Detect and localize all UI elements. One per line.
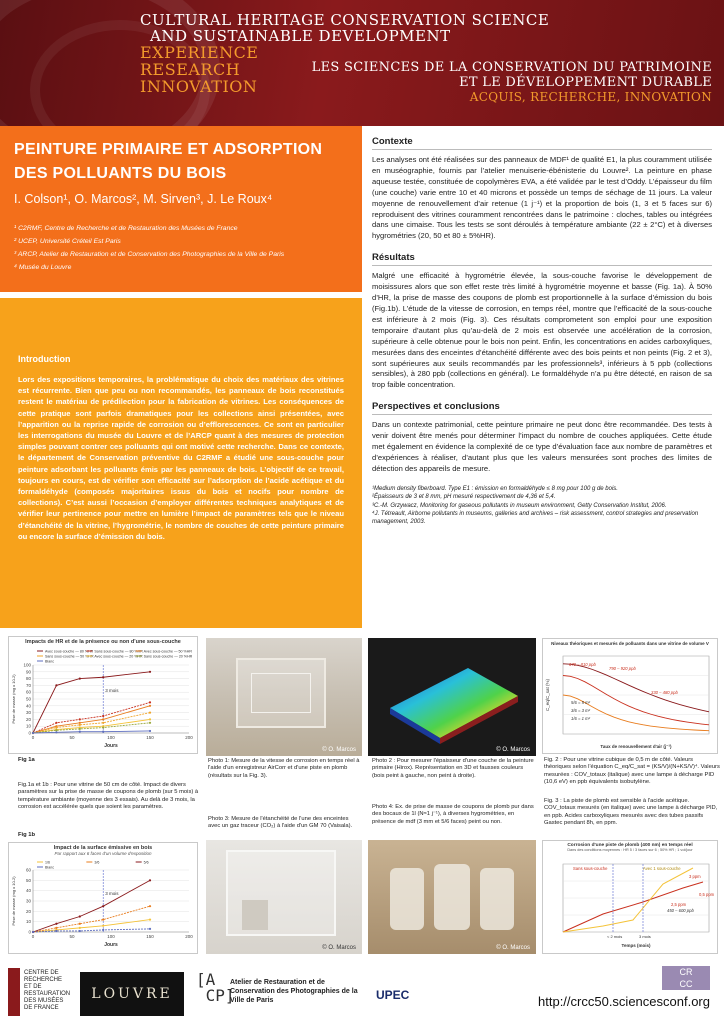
- chart-title: Corrosion d'une piste de plomb (400 nm) en temps réel: [567, 843, 693, 848]
- y-tick-label: 30: [25, 710, 31, 716]
- data-point: [149, 712, 151, 714]
- x-tick-label: 50: [69, 735, 75, 740]
- y-tick-label: 90: [25, 669, 31, 675]
- section-heading: Perspectives et conclusions: [372, 401, 712, 415]
- chart-fig1a: [8, 636, 198, 754]
- series-line: [33, 713, 150, 733]
- photo-credit: © O. Marcos: [496, 747, 530, 753]
- chart-svg: [9, 645, 197, 749]
- data-point: [79, 722, 81, 724]
- photo-caption: Photo 2 : Pour mesurer l'épaisseur d'une couche de la peinture primaire (Hirox). Représentation en 3D et fausses couleurs (bois peint à gauche, non peint à droite).: [372, 758, 534, 779]
- affiliation: ³ ARCP, Atelier de Restauration et de Conservation des Photographies de la Ville de Paris: [14, 251, 285, 258]
- vitrine-inner: [251, 673, 311, 713]
- marker-label: 3 mois: [105, 890, 119, 896]
- y-tick-label: 30: [25, 898, 31, 904]
- section-text: Lors des expositions temporaires, la problématique du choix des matériaux des vitrines est récurrente. Bien que peu ou non recommandés, les panneaux de bois reconstitués restent le matériau de prédilection pour la fabrication de vitrines. Les conséquences de cette pratique sont parfois dramatiques pour les collections ainsi présentées, avec l’apparition ou la reprise rapide de corrosion ou d’efflorescences. Ce sont en particulier les interrogations du musée du Louvre et de l’ARCP quant à des mesures de protection simples pouvant contrer ces polluants qui ont motivé cette recherche. Dans ce contexte, le département de Conservation préventive du C2RMF a étudié une sous-couche pour peinture adsorbant les polluants émis par les panneaux de bois. L’objectif de ce travail, toujours en cours, est de vérifier son efficacité sur l’adsorption de l’acide acétique et du formaldéhyde (composés majoritaires issus du bois et nocifs pour nombre de collections). C’est aussi l’occasion d’employer différentes techniques analytiques et de vérifier leur pertinence pour mettre en lumière l’impact de paramètres tels que le niveau d’étanchéité de la vitrine, l’hygrométrie, le nombre de couches de cette peinture primaire ou encore la surface d’émission du bois.: [18, 375, 344, 541]
- y-tick-label: 20: [25, 716, 31, 722]
- chart-fig2: [542, 638, 718, 754]
- data-point: [79, 923, 81, 925]
- photo-caption: Photo 4: Ex. de prise de masse de coupons de plomb pur dans des bocaux de 1l (N≈1 j⁻¹), à diverses hygrométries, en présence de mdf (3 mm et 5/6 faces) peint ou non.: [372, 804, 534, 825]
- x-tick-label: 50: [69, 934, 75, 939]
- y-axis-label: Prise de masse (mg x 10-2): [11, 876, 16, 926]
- legend-label: Sans sous-couche — 20 %HR: [143, 654, 193, 659]
- data-point: [149, 722, 151, 724]
- x-tick-label: 0: [31, 934, 35, 939]
- poster-header: [0, 0, 724, 126]
- value-label: 1/6 = 1 m²: [571, 716, 590, 721]
- y-tick-label: 50: [25, 877, 31, 883]
- photo-credit: © O. Marcos: [322, 747, 356, 753]
- chart-title: Impacts de HR et de la présence ou non d'une sous-couche: [25, 639, 181, 645]
- y-tick-label: 10: [25, 919, 31, 925]
- figure-caption: Fig.1a et 1b : Pour une vitrine de 50 cm de côté. Impact de divers paramètres sur la prise de masse de coupons de plomb (sur 5 mois) à température ambiante (moyenne des 3 essais). Au delà de 3 mois, la corrosion est accélérée quels que soient les paramètres.: [18, 782, 199, 811]
- data-point: [149, 928, 151, 930]
- header-line: AND SUSTAINABLE DEVELOPMENT: [150, 27, 451, 45]
- crcc-logo: CR CC: [662, 966, 710, 990]
- data-point: [79, 724, 81, 726]
- legend-label: Sans sous-couche — 50 %HR: [45, 654, 94, 659]
- reference: ²Épaisseurs de 3 et 8 mm, pH mesuré respectivement de 4,36 et 5,4.: [372, 494, 556, 501]
- x-axis-label: Temps (mois): [621, 943, 651, 948]
- data-point: [102, 718, 104, 720]
- data-point: [149, 879, 151, 881]
- perspectives-section: [372, 401, 712, 475]
- value-label: 330 – 480 ppb: [651, 690, 678, 695]
- poster-title: [14, 138, 348, 186]
- data-point: [55, 731, 57, 733]
- device-shape: [242, 900, 268, 930]
- chart-title: Niveaux théoriques et mesurés de polluants dans une vitrine de volume V: [551, 641, 709, 646]
- legend-label: Sans sous-couche — 80 %HR: [94, 649, 143, 654]
- contexte-section: [372, 136, 712, 242]
- data-point: [55, 729, 57, 731]
- figures-area: [0, 636, 724, 956]
- series-line: [33, 731, 150, 733]
- value-label: 3 ppm: [689, 874, 701, 879]
- y-tick-label: 100: [23, 662, 31, 668]
- series-line: [563, 882, 703, 932]
- data-point: [149, 919, 151, 921]
- figure-caption: Fig. 3 : La piste de plomb est sensible à l'acide acétique. COV_totaux mesurés (en italique) avec une lampe à décharge PID, en ppb. Acides carboxyliques mesurés avec des tubes passifs Gastec pendant 8h, en ppm.: [544, 798, 718, 827]
- data-point: [55, 927, 57, 929]
- x-axis-label: Taux de renouvellement d'air (j⁻¹): [600, 744, 672, 749]
- marker-label: 3 mois: [105, 688, 119, 694]
- data-point: [149, 701, 151, 703]
- data-point: [55, 726, 57, 728]
- figure-label: Fig 1a: [18, 757, 35, 763]
- y-tick-label: 0: [28, 929, 31, 935]
- c2rmf-logo-bar: [8, 968, 20, 1016]
- photo-credit: © O. Marcos: [496, 945, 530, 951]
- photo-caption: Photo 3: Mesure de l'étanchéité de l'une des enceintes avec un gaz traceur (CO₂) à l'aide d'un GM 70 (Vaisala).: [208, 816, 353, 830]
- data-point: [102, 722, 104, 724]
- chart-svg: [543, 646, 717, 752]
- data-point: [149, 730, 151, 732]
- data-point: [149, 905, 151, 907]
- legend-label: Blanc: [45, 659, 54, 664]
- y-tick-label: 40: [25, 703, 31, 709]
- x-tick-label: 0: [31, 735, 35, 740]
- photo-4: [368, 840, 536, 954]
- jar-shape: [434, 864, 470, 930]
- legend-label: Avec sous-couche — 50 %HR: [143, 649, 192, 654]
- chart-svg: [543, 852, 717, 950]
- value-label: 670 – 810 ppb: [569, 662, 596, 667]
- data-point: [102, 925, 104, 927]
- series-line: [33, 880, 150, 932]
- upec-logo: UPEC: [376, 988, 410, 1002]
- y-tick-label: 20: [25, 908, 31, 914]
- x-axis-label: Jours: [104, 942, 118, 948]
- data-point: [149, 705, 151, 707]
- chart-subtitle: Dans des conditions moyennes : HR 5 / 3 faces sur 6 ; 50% HR ; 1 vol/jour: [567, 848, 693, 852]
- photo-3: [206, 840, 362, 954]
- chart-fig3: [542, 840, 718, 954]
- value-label: 3/6 = 3 m²: [571, 708, 590, 713]
- data-point: [102, 905, 104, 907]
- figure-label: Fig 1b: [18, 832, 36, 838]
- x-tick-label: 100: [107, 934, 115, 939]
- header-orange: RESEARCH: [140, 60, 241, 79]
- reference: ¹Medium density fiberboard. Type E1 : émission en formaldéhyde ≤ 8 mg pour 100 g de bois.: [372, 485, 618, 492]
- data-point: [32, 931, 34, 933]
- conference-url[interactable]: http://crcc50.sciencesconf.org: [538, 994, 710, 1009]
- data-point: [149, 671, 151, 673]
- affiliation: ¹ C2RMF, Centre de Recherche et de Restauration des Musées de France: [14, 225, 238, 232]
- header-orange: ACQUIS, RECHERCHE, INNOVATION: [469, 90, 712, 104]
- data-point: [79, 678, 81, 680]
- conference-title-fr: [312, 60, 712, 105]
- value-label: 450 – 600 ppb: [667, 908, 694, 913]
- footer: [0, 958, 724, 1024]
- section-text: Dans un contexte patrimonial, cette peinture primaire ne peut donc être recommandée. Des tests à venir doivent être menés pour déterminer l’impact du nombre de couches appliquées. Cette étude met également en évidence la complexité de ce type d’évaluation face aux nombre de paramètres et d’expériences à réaliser, d’autant plus que les valeurs mensurées sont proches des limites de détection des appareils de mesure.: [372, 420, 712, 473]
- section-text: Les analyses ont été réalisées sur des panneaux de MDF¹ de qualité E1, la plus couramment utilisée en muséographie, fournis par l’atelier menuiserie-ébénisterie du Louvre². La peinture en phase aqueuse testée, constituée de copolymères EVA, a été validée par le test d’Oddy. L’épaisseur du film (une couche) varie entre 10 et 40 microns et possède un temps de séchage de 11 jours. La valeur moyenne de renouvellement d’air retenue (1 j⁻¹) et la proportion de bois (1, 3 et 5 faces sur 6) reproduisent des vitrines couramment rencontrées dans le patrimoine : cloches, tables ou intégrées dans une cimaise. Tous les tests se sont déroulés à température ambiante (22 ± 2°C) et à diverses hygrométries (20, 50 et 80 ± 5%HR).: [372, 155, 712, 241]
- legend-label: Avec sous-couche — 20 %HR: [94, 654, 143, 659]
- value-label: 0,5 ppm: [699, 892, 715, 897]
- data-point: [102, 676, 104, 678]
- photo-2: [368, 638, 536, 756]
- data-point: [79, 718, 81, 720]
- affiliations: [14, 222, 348, 274]
- legend-label: 3/6: [94, 860, 100, 865]
- references: [372, 485, 712, 527]
- data-point: [102, 726, 104, 728]
- data-point: [79, 731, 81, 733]
- section-heading: Résultats: [372, 252, 712, 266]
- title-line: DES POLLUANTS DU BOIS: [14, 165, 227, 182]
- data-point: [55, 930, 57, 932]
- x-tick-label: 200: [185, 934, 193, 939]
- data-point: [79, 915, 81, 917]
- y-tick-label: 70: [25, 682, 31, 688]
- data-point: [102, 919, 104, 921]
- jar-shape: [390, 868, 424, 930]
- y-tick-label: 60: [25, 867, 31, 873]
- y-tick-label: 0: [28, 730, 31, 736]
- resultats-section: [372, 252, 712, 391]
- header-line: ET LE DÉVELOPPEMENT DURABLE: [459, 75, 712, 90]
- data-point: [102, 731, 104, 733]
- photo-credit: © O. Marcos: [322, 945, 356, 951]
- surface-3d-image: [368, 638, 536, 756]
- legend-label: Avec sous-couche — 80 %HR: [45, 649, 94, 654]
- data-point: [55, 923, 57, 925]
- data-point: [32, 732, 34, 734]
- header-orange: INNOVATION: [140, 77, 258, 96]
- y-tick-label: 10: [25, 723, 31, 729]
- right-column: [372, 136, 712, 527]
- series-line: [33, 672, 150, 733]
- y-tick-label: 50: [25, 696, 31, 702]
- section-text: Malgré une efficacité à hygrométrie élevée, la sous-couche favorise le développement de moisissures alors que son effet reste très limité à hygrométrie moyenne et basse (Fig. 1a). À 50% d’HR, la prise de masse des coupons de plomb est proportionnelle à la surface d’émission du bois (Fig.1b). L’étude de la vitesse de corrosion, en temps réel, montre que l’efficacité de la sous-couche est inférieure à 2 mois (Fig. 3). Ces résultats comprometent son emploi pour une exposition temporaire d’autant plus qu’au-delà de 2 mois est observée une accélération de la corrosion, supérieure à celle obtenue pour le bois non peint. Enfin, les concentrations en acides carboxyliques, mesurées dans des enceintes d’étanchéité différente avec des bois peints et non peints (Fig. 2 et 3), sont supérieures aux seuils recommandés par les professionnels³, inférieurs à 5 ppb (collections sensibles), à 280 ppb (collections en général). Le formaldéhyde n’a pu être détecté, en raison de sa trop faible concentration.: [372, 271, 712, 390]
- affiliation: ² UCEP, Université Créteil Est Paris: [14, 238, 121, 245]
- arcp-logo-text: Atelier de Restauration et de Conservation des Photographies de la Ville de Paris: [230, 979, 358, 1004]
- chart-title: Impact de la surface émissive en bois: [53, 845, 153, 851]
- louvre-logo: LOUVRE: [80, 972, 184, 1016]
- chart-svg: [9, 856, 197, 948]
- chart-fig1b: [8, 842, 198, 954]
- legend-label: 5/6: [143, 860, 149, 865]
- photo-1: [206, 638, 362, 756]
- header-line: CULTURAL HERITAGE CONSERVATION SCIENCE: [140, 11, 550, 29]
- section-heading: Introduction: [18, 354, 71, 364]
- jar-shape: [480, 868, 514, 930]
- data-point: [102, 715, 104, 717]
- legend-label: Sans sous-couche: [573, 866, 608, 871]
- y-tick-label: 40: [25, 888, 31, 894]
- header-line: LES SCIENCES DE LA CONSERVATION DU PATRIMOINE: [311, 60, 712, 75]
- x-tick-label: 150: [146, 934, 154, 939]
- title-block: [0, 126, 362, 292]
- data-point: [79, 927, 81, 929]
- data-point: [79, 728, 81, 730]
- title-line: PEINTURE PRIMAIRE ET ADSORPTION: [14, 141, 323, 158]
- photo-caption: Photo 1: Mesure de la vitesse de corrosion en temps réel à l'aide d'un enregistreur AirCorr et d'une piste en plomb (résultats sur la Fig. 3).: [208, 758, 360, 779]
- value-label: 790 – 920 ppb: [609, 666, 636, 671]
- legend-label: Avec 1 sous-couche: [643, 866, 681, 871]
- arcp-logo: [A CP]: [196, 970, 235, 1005]
- series-line: [563, 868, 693, 932]
- y-tick-label: 60: [25, 689, 31, 695]
- data-point: [149, 718, 151, 720]
- reference: ³C.-M. Grzywacz, Monitoring for gaseous pollutants in museum environment, Getty Conservation Institut, 2006.: [372, 502, 667, 509]
- data-point: [55, 722, 57, 724]
- y-tick-label: 80: [25, 676, 31, 682]
- x-axis-label: Jours: [104, 743, 118, 749]
- value-label: 5/6 = 5 m²: [571, 700, 590, 705]
- x-tick-label: 100: [107, 735, 115, 740]
- series-line: [33, 906, 150, 932]
- reference: ⁴J. Tétreault, Airborne pollutants in museums, galleries and archives – risk assessment, control strategies and preservation management, 2003.: [372, 510, 699, 526]
- legend-label: 1/6: [45, 860, 50, 865]
- c2rmf-logo-text: CENTRE DE RECHERCHE ET DE RESTAURATION DES MUSÉES DE FRANCE: [24, 970, 71, 1011]
- x-tick-label: 150: [146, 735, 154, 740]
- value-label: 2,5 ppm: [671, 902, 687, 907]
- section-heading: Contexte: [372, 136, 712, 150]
- x-tick-label: 200: [185, 735, 193, 740]
- header-orange: EXPERIENCE: [140, 43, 259, 62]
- chart-subtitle: Par rapport aux 6 faces d'un volume d'exposition: [54, 851, 152, 856]
- data-point: [79, 930, 81, 932]
- data-point: [55, 684, 57, 686]
- data-point: [102, 929, 104, 931]
- y-axis-label: Prise de masse (mg x 10-2): [11, 674, 16, 724]
- affiliation: ⁴ Musée du Louvre: [14, 264, 72, 271]
- authors: I. Colson¹, O. Marcos², M. Sirven³, J. Le Roux⁴: [14, 192, 273, 206]
- figure-caption: Fig. 2 : Pour une vitrine cubique de 0,5 m de côté. Valeurs théoriques selon l'équation C_eq/C_sat = (KS/V)/(N+KS/V)⁴. Valeurs mesurées : COV_totaux (italique) avec une lampe à décharge PID (10,6 eV) en ppb équivalents isobutylène.: [544, 757, 720, 786]
- y-axis-label: C_eq/C_sat (%): [545, 678, 550, 712]
- marker-label: 3 mois: [639, 934, 651, 939]
- legend-label: Blanc: [45, 865, 54, 870]
- marker-label: < 2 mois: [607, 934, 623, 939]
- introduction-section: [0, 298, 362, 628]
